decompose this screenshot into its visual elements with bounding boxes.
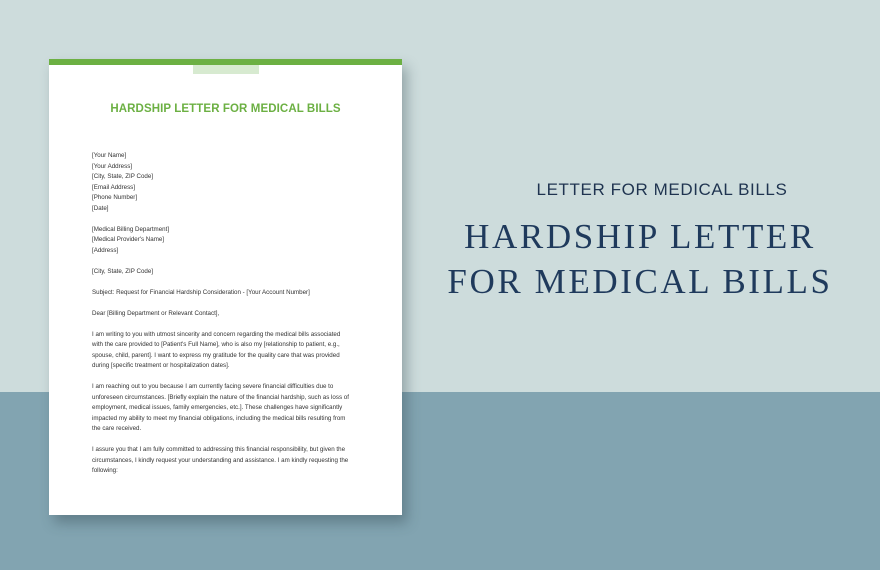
recipient-line: [Medical Provider's Name]	[92, 236, 165, 243]
paragraph-2-line: employment, medical issues, family emergencies, etc.]. These challenges have significantly	[92, 404, 343, 411]
sender-line: [Email Address]	[92, 183, 135, 191]
paragraph-1-line: with the care provided to [Patient's Full Name], who is also my [relationship to patient, e.g.,	[92, 341, 340, 348]
subject-line: Subject: Request for Financial Hardship Consideration - [Your Account Number]	[92, 288, 310, 296]
sender-line: [City, State, ZIP Code]	[92, 173, 153, 180]
paragraph-1-line: I am writing to you with utmost sincerity and concern regarding the medical bills associated	[92, 330, 341, 338]
paragraph-1-line: spouse, child, parent]. I want to express my gratitude for the quality care that was provided	[92, 351, 340, 359]
sender-line: [Your Address]	[92, 162, 133, 170]
recipient-line: [Medical Billing Department]	[92, 225, 170, 233]
paragraph-2-line: unforeseen circumstances. [Briefly explain the nature of the financial hardship, such as loss of	[92, 393, 349, 401]
headline-large-line-1: HARDSHIP LETTER	[464, 217, 816, 256]
paragraph-2-line: the care received.	[92, 425, 142, 432]
paragraph-3-line: following:	[92, 467, 118, 474]
document-body	[92, 151, 367, 477]
headline-large-line-2: FOR MEDICAL BILLS	[447, 262, 833, 301]
paragraph-3-line: circumstances, I kindly request your understanding and assistance. I am kindly requesting the	[92, 456, 349, 464]
sender-line: [Date]	[92, 204, 109, 212]
letter-document	[49, 59, 402, 515]
city-line: [City, State, ZIP Code]	[92, 267, 153, 275]
paragraph-3-line: I assure you that I am fully committed to addressing this financial responsibility, but given the	[92, 446, 346, 453]
salutation: Dear [Billing Department or Relevant Contact],	[92, 309, 220, 317]
document-top-tab	[193, 65, 259, 74]
paragraph-1-line: during [specific treatment or hospitalization dates].	[92, 362, 230, 369]
document-title: HARDSHIP LETTER FOR MEDICAL BILLS	[110, 103, 341, 115]
recipient-line: [Address]	[92, 246, 119, 254]
sender-line: [Your Name]	[92, 152, 127, 159]
paragraph-2-line: impacted my ability to meet my financial obligations, including the medical bills resulting from	[92, 414, 346, 422]
headline-large	[440, 214, 840, 304]
headline-small: LETTER FOR MEDICAL BILLS	[536, 180, 788, 199]
sender-line: [Phone Number]	[92, 194, 138, 201]
paragraph-2-line: I am reaching out to you because I am currently facing severe financial difficulties due to	[92, 383, 334, 390]
